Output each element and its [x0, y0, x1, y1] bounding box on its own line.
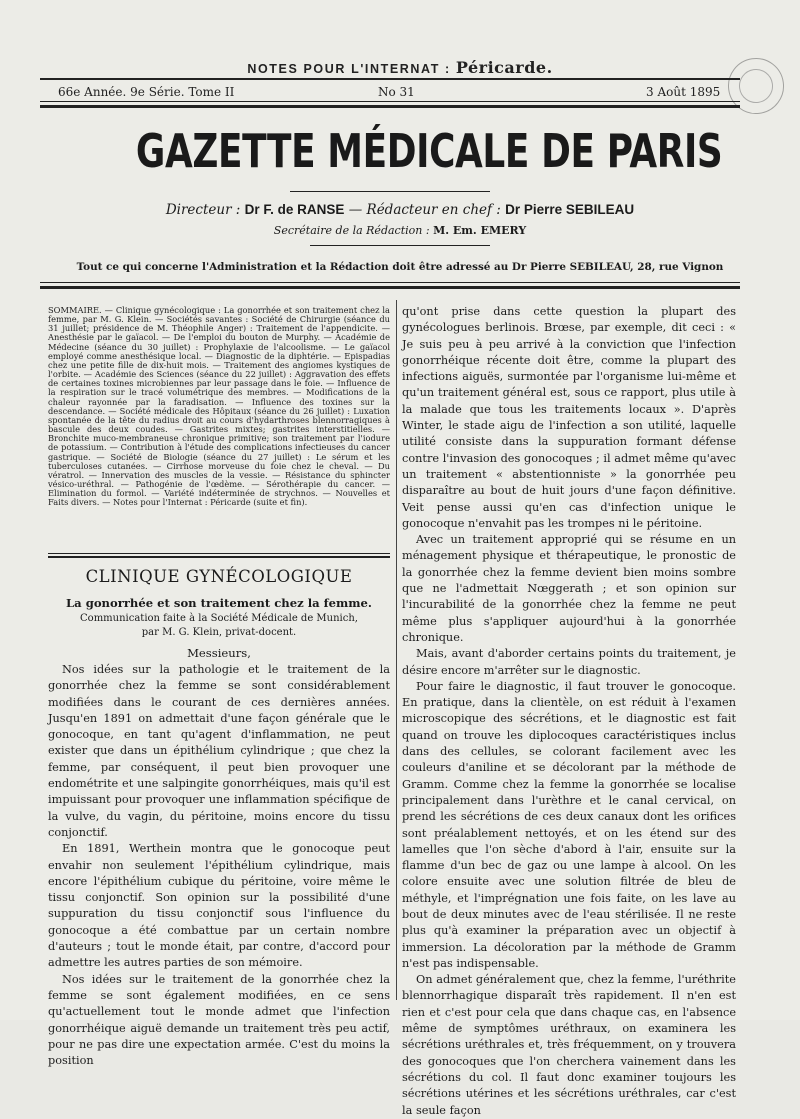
series-banner-label: NOTES POUR L'INTERNAT : [247, 62, 451, 76]
directeur-name: Dr F. de RANSE [244, 202, 345, 217]
paragraph: On admet généralement que, chez la femme, l'uréthrite blennorrhagique disparaît très rapidement. Il n'en est rien et c'est pour cela que dans chaque cas, en l'absence même de symptômes uréthraux, on examinera les sécrétions uréthrales et, très fréquemment, on y trouvera des gonocoques que l'on cherchera vainement dans les sécrétions du col. Il faut donc examiner toujours les sécrétions utérines et les sécrétions uréthrales, car c'est la seule façon [402, 973, 736, 1117]
issue-year: 66e Année. 9e Série. Tome II [58, 85, 235, 99]
directeur-label: Directeur : [165, 202, 241, 218]
sommaire-rule-thick [48, 556, 390, 558]
issue-number: No 31 [378, 85, 415, 99]
masthead-title: GAZETTE MÉDICALE DE PARIS [135, 124, 723, 178]
paragraph: Mais, avant d'aborder certains points du traitement, je désire encore m'arrêter sur le diagnostic. [402, 647, 736, 677]
secretaire-name: M. Em. EMERY [433, 224, 527, 237]
header-bottom-rule-thin [40, 282, 740, 283]
article-salutation: Messieurs, [187, 646, 251, 660]
paragraph: Avec un traitement approprié qui se résume en un ménagement physique et thérapeutique, le pronostic de la gonorrhée chez la femme devient bien moins sombre que ne l'admettait Nœggerath ; et son opinion sur l'incurabilité de la gonorrhée chez la femme ne peut même plus s'appliquer aujourd'hui à la gonorrhée chronique. [402, 533, 736, 644]
series-banner-subject: Péricarde. [455, 58, 553, 77]
left-column-text [48, 662, 390, 1069]
staff-underline [310, 245, 490, 246]
article-author: par M. G. Klein, privat-docent. [141, 627, 297, 638]
secretaire-line [0, 224, 800, 237]
article-credit [48, 612, 390, 640]
redacteur-name: Dr Pierre SEBILEAU [505, 202, 635, 217]
paragraph: En 1891, Werthein montra que le gonocoque peut envahir non seulement l'épithélium cylindrique, mais encore l'épithélium cubique du péritoine, voire même le tissu conjonctif. Son opinion sur la possibilité d'une suppuration du tissu conjonctif sous l'influence du gonocoque a été combattue par un certain nombre d'auteurs ; tout le monde était, par contre, d'accord pour admettre les autres parties de son mémoire. [48, 842, 390, 970]
series-banner [0, 58, 800, 77]
top-rule [40, 78, 740, 80]
issue-date: 3 Août 1895 [646, 85, 721, 99]
article-title: La gonorrhée et son traitement chez la femme. [66, 596, 372, 610]
redacteur-label: — Rédacteur en chef : [348, 202, 501, 218]
admin-notice: Tout ce qui concerne l'Administration et la Rédaction doit être adressé au Dr Pierre SEBILEAU, 28, rue Vignon [76, 261, 724, 273]
sommaire [48, 306, 390, 507]
sommaire-text: — Clinique gynécologique : La gonorrhée et son traitement chez la femme, par M. G. Klein. — Sociétés savantes : Société de Chirurgie (séance du 31 juillet; présidence de M. Théophile Anger) : Traitement de l'appendicite. — Anesthésie par le gaïacol. — De l'emploi du bouton de Murphy. — Académie de Médecine (séance du 30 juillet) : Prophylaxie de l'alcoolisme. — Le gaïacol employé comme anesthésique local. — Diagnostic de la diphtérie. — Epispadias chez une petite fille de dix-huit mois. — Traitement des angiomes kystiques de l'orbite. — Académie des Sciences (séance du 22 juillet) : Aggravation des effets de certaines toxines microbiennes par leur passage dans le foie. — Influence de la respiration sur le tracé volumétrique des membres. — Modifications de la chaleur rayonnée par la faradisation. — Influence des toxines sur la descendance. — Société médicale des Hôpitaux (séance du 26 juillet) : Luxation spontanée de la tête du radius droit au cours d'hydarthroses blennorragiques à bascule des deux coudes. — Gastrites mixtes; gastrites interstitielles. — Bronchite muco-membraneuse chronique primitive; son traitement par l'iodure de potassium. — Contribution à l'étude des complications infectieuses du cancer gastrique. — Société de Biologie (séance du 27 juillet) : Le sérum et les tuberculoses cutanées. — Cirrhose morveuse du foie chez le cheval. — Du vératrol. — Innervation des muscles de la vessie. — Résistance du sphincter vésico-uréthral. — Pathogénie de l'œdème. — Sérothérapie du cancer. — Elimination du formol. — Variété indéterminée de strychnos. — Nouvelles et Faits divers. — Notes pour l'Internat : Péricarde (suite et fin). [48, 305, 391, 508]
masthead-underline [290, 191, 490, 192]
sommaire-rule-thin [48, 553, 390, 554]
column-divider [396, 300, 397, 1000]
secretaire-label: Secrétaire de la Rédaction : [273, 224, 430, 237]
meta-rule-thick [40, 105, 740, 108]
paragraph: Nos idées sur la pathologie et le traitement de la gonorrhée chez la femme se sont considérablement modifiées dans le courant de ces dernières années. Jusqu'en 1891 on admettait d'une façon générale que le gonocoque, en tant qu'agent d'inflammation, ne peut exister que dans un épithélium cylindrique ; que chez la femme, par conséquent, il peut bien provoquer une endométrite et une salpingite gonorrhéiques, mais qu'il est impuissant pour provoquer une inflammation spécifique de la vulve, du vagin, du péritoine, moins encore du tissu conjonctif. [48, 663, 390, 839]
article-section-title: CLINIQUE GYNÉCOLOGIQUE [85, 567, 353, 586]
meta-rule-thin [40, 101, 740, 102]
staff-line [0, 202, 800, 218]
sommaire-heading: SOMMAIRE. [48, 305, 102, 315]
paragraph: qu'ont prise dans cette question la plupart des gynécologues berlinois. Brœse, par exemple, dit ceci : « Je suis peu à peu arrivé à la conviction que l'infection gonorrhéique récente doit être, comme la plupart des infections aiguës, surmontée par l'organisme lui-même et qu'un traitement général est, sous ce rapport, plus utile à la malade que tous les traitements locaux ». D'après Winter, le stade aigu de l'infection a son utilité, laquelle utilité consiste dans la suppuration formant défense contre l'invasion des gonocoques ; il admet même qu'avec un traitement « abstentionniste » la gonorrhée peu disparaître au bout de huit jours d'une façon définitive. Veit pense aussi qu'en cas d'infection unique le gonocoque n'envahit pas les trompes ni le péritoine. [402, 305, 736, 530]
paragraph: Pour faire le diagnostic, il faut trouver le gonocoque. En pratique, dans la clientèle, on est réduit à l'examen microscopique des sécrétions, et le diagnostic est fait quand on trouve les diplocoques caractéristiques inclus dans des cellules, se colorant facilement avec les couleurs d'aniline et se décolorant par la méthode de Gramm. Comme chez la femme la gonorrhée se localise principalement dans l'urèthre et le canal cervical, on prend les sécrétions de ces deux canaux dont les orifices sont préalablement nettoyés, et on les étend sur des lamelles que l'on sèche d'abord à l'air, ensuite sur la flamme d'un bec de gaz ou une lampe à alcool. On les colore ensuite avec une solution filtrée de bleu de méthyle, et l'imprégnation une fois faite, on les lave au bout de deux minutes avec de l'eau stérilisée. Il ne reste plus qu'à examiner la préparation avec un objectif à immersion. La décoloration par la méthode de Gramm n'est pas indispensable. [402, 679, 736, 970]
header-bottom-rule-thick [40, 286, 740, 289]
right-column-text [402, 304, 736, 1119]
paragraph: Nos idées sur le traitement de la gonorrhée chez la femme se sont également modifiées, en ce sens qu'actuellement tout le monde admet que l'infection gonorrhéique aiguë demande un traitement très peu actif, pour ne pas dire une expectation armée. C'est du moins la position [48, 972, 390, 1068]
article-communication: Communication faite à la Société Médicale de Munich, [80, 613, 358, 624]
